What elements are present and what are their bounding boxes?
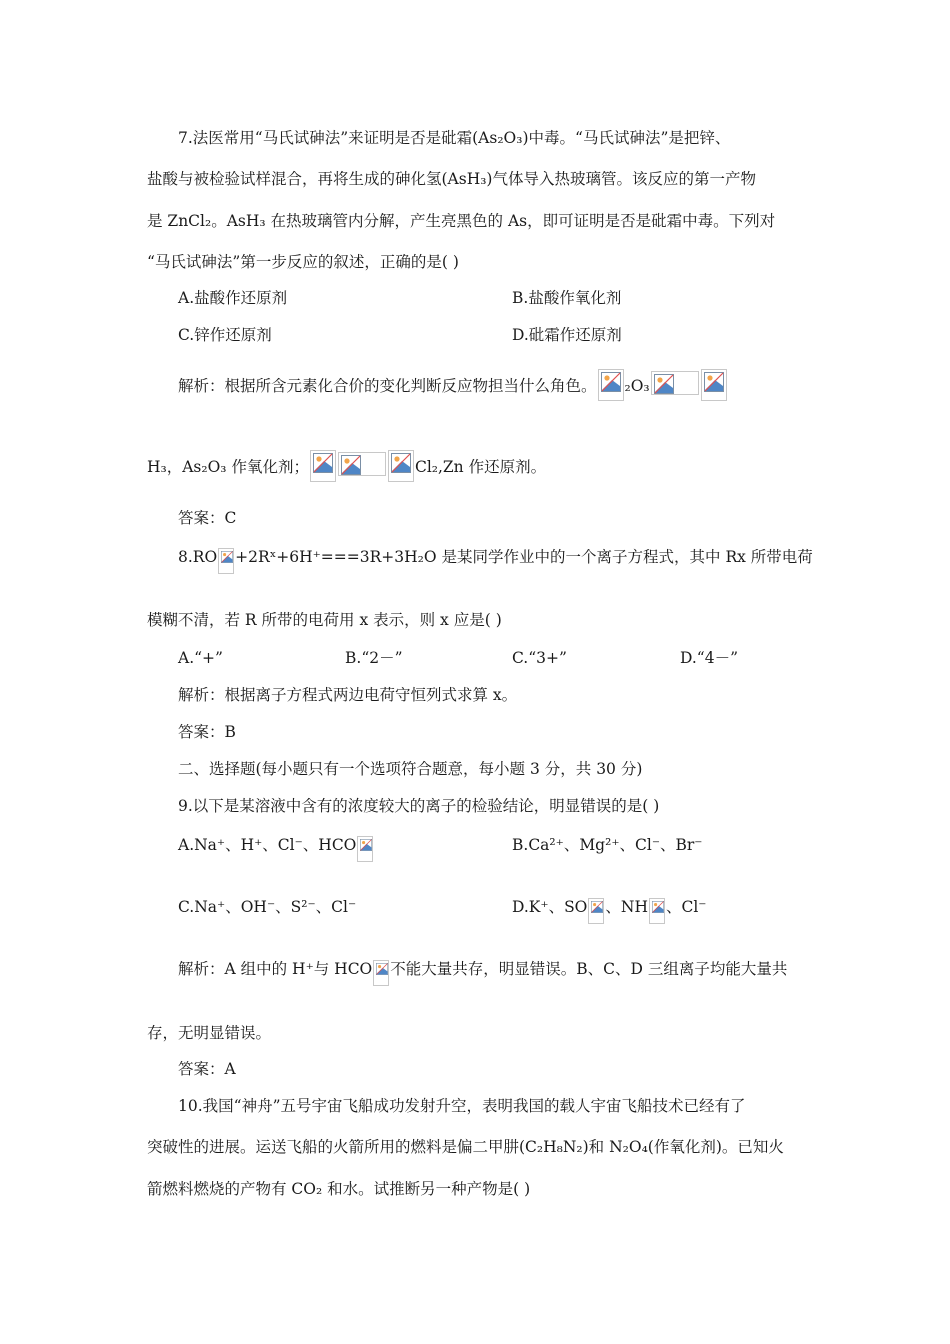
- q9-option-c: C.Na⁺、OH⁻、S²⁻、Cl⁻: [178, 898, 357, 916]
- q7-analysis-line2: [147, 450, 546, 482]
- q8-option-c: C.“3+”: [512, 649, 567, 667]
- q8-analysis: 解析：根据离子方程式两边电荷守恒列式求算 x。: [178, 686, 518, 704]
- q7-stem-line2: 盐酸与被检验试样混合，再将生成的砷化氢(AsH₃)气体导入热玻璃管。该反应的第一产物: [147, 170, 756, 188]
- q8-option-b: B.“2－”: [345, 649, 403, 667]
- q7-analysis-head: H₃，As₂O₃ 作氧化剂；: [147, 458, 309, 476]
- formula-image-icon: [388, 450, 414, 482]
- q7-stem-line4: “马氏试砷法”第一步反应的叙述，正确的是( ): [147, 253, 459, 271]
- formula-image-icon: [373, 960, 389, 986]
- q7-stem-line1: 7.法医常用“马氏试砷法”来证明是否是砒霜(As₂O₃)中毒。“马氏试砷法”是把锌、: [178, 129, 731, 147]
- q9-option-b: B.Ca²⁺、Mg²⁺、Cl⁻、Br⁻: [512, 836, 703, 854]
- q10-stem-line1: 10.我国“神舟”五号宇宙飞船成功发射升空，表明我国的载人宇宙飞船技术已经有了: [178, 1097, 746, 1115]
- q9-option-d-tail: 、Cl⁻: [665, 898, 707, 916]
- q8-option-d: D.“4－”: [680, 649, 739, 667]
- section-heading: 二、选择题(每小题只有一个选项符合题意，每小题 3 分，共 30 分): [178, 760, 643, 778]
- q9-option-d-head: D.K⁺、SO: [512, 898, 588, 916]
- formula-image-icon: [218, 548, 234, 574]
- q10-stem-line2: 突破性的进展。运送飞船的火箭所用的燃料是偏二甲肼(C₂H₈N₂)和 N₂O₄(作氧化剂)。已知火: [147, 1138, 784, 1156]
- q7-option-a: A.盐酸作还原剂: [178, 289, 288, 307]
- q7-analysis-text: 解析：根据所含元素化合价的变化判断反应物担当什么角色。: [178, 377, 597, 395]
- formula-image-icon: [651, 371, 699, 395]
- q9-stem: 9.以下是某溶液中含有的浓度较大的离子的检验结论，明显错误的是( ): [178, 797, 660, 815]
- q8-answer: 答案：B: [178, 723, 236, 741]
- q7-analysis-formula: ₂O₃: [624, 377, 650, 395]
- q7-option-b: B.盐酸作氧化剂: [512, 289, 622, 307]
- formula-image-icon: [598, 369, 624, 401]
- q9-option-d-mid: 、NH: [605, 898, 648, 916]
- formula-image-icon: [588, 898, 604, 924]
- formula-image-icon: [357, 836, 373, 862]
- q8-stem-line2: 模糊不清，若 R 所带的电荷用 x 表示，则 x 应是( ): [147, 611, 502, 629]
- formula-image-icon: [338, 452, 386, 476]
- q8-stem-line1: [178, 546, 813, 574]
- q7-answer: 答案：C: [178, 509, 237, 527]
- q8-stem-head: 8.RO: [178, 548, 218, 566]
- q9-answer: 答案：A: [178, 1060, 236, 1078]
- q7-analysis-tail: Cl₂,Zn 作还原剂。: [414, 458, 547, 476]
- q9-option-d: [512, 896, 706, 924]
- formula-image-icon: [310, 450, 336, 482]
- q9-option-a-text: A.Na⁺、H⁺、Cl⁻、HCO: [178, 836, 357, 854]
- q9-analysis-head: 解析：A 组中的 H⁺与 HCO: [178, 960, 373, 978]
- q8-option-a: A.“+”: [178, 649, 223, 667]
- formula-image-icon: [701, 369, 727, 401]
- q9-option-a: [178, 834, 374, 862]
- q9-analysis-tail: 不能大量共存，明显错误。B、C、D 三组离子均能大量共: [390, 960, 788, 978]
- q10-stem-line3: 箭燃料燃烧的产物有 CO₂ 和水。试推断另一种产物是( ): [147, 1180, 531, 1198]
- q7-option-d: D.砒霜作还原剂: [512, 326, 622, 344]
- q7-stem-line3: 是 ZnCl₂。AsH₃ 在热玻璃管内分解，产生亮黑色的 As，即可证明是否是砒霜中毒。下列对: [147, 212, 776, 230]
- q9-analysis-line1: [178, 958, 787, 986]
- q7-option-c: C.锌作还原剂: [178, 326, 272, 344]
- q8-stem-tail: +2Rˣ+6H⁺===3R+3H₂O 是某同学作业中的一个离子方程式，其中 Rx 所带电荷: [235, 548, 813, 566]
- q7-analysis-line1: [178, 369, 728, 401]
- q9-analysis-line2: 存，无明显错误。: [147, 1024, 272, 1042]
- formula-image-icon: [649, 898, 665, 924]
